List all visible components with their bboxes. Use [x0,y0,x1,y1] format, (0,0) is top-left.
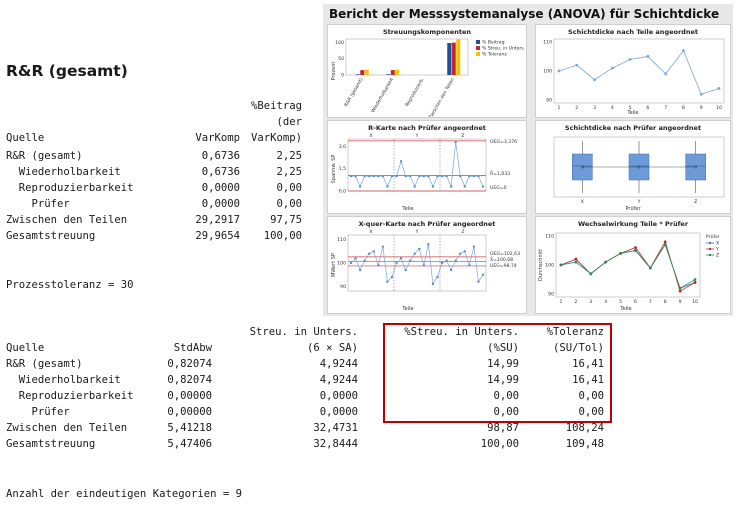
row-toleranz: 16,41 [572,374,604,386]
xbar-point [363,259,365,261]
streu-header-2: (6 × SA) [306,342,358,354]
operator-boxplot [535,120,731,214]
r-chart-point [423,175,425,177]
r-chart-point [377,175,379,177]
row-quelle: Wiederholbarkeit [6,374,121,386]
interaction-point [634,246,637,249]
y-tick-label: 110 [545,234,554,240]
x-tick-label: 8 [681,106,685,111]
xbar-point [350,262,352,264]
row-quelle: Zwischen den Teilen [6,214,128,226]
row-varkomp: 29,9654 [195,230,240,242]
xbar-point [454,259,456,261]
xbar-line [351,244,483,284]
bar [395,70,399,75]
x-tick-label: Z [694,200,698,205]
r-chart-point [418,175,420,177]
row-varkomp: 0,6736 [201,150,240,162]
x-tick-label: Wiederholbarkeit [371,77,396,114]
r-chart-point [459,175,461,177]
interaction-point [664,240,667,243]
interaction-point [649,267,652,270]
r-chart-ueg: UEG=0 [490,186,507,191]
row-pct-streu: 14,99 [487,358,519,370]
interaction-point [560,264,563,267]
row-toleranz: 0,00 [578,390,604,402]
quelle-header-2: Quelle [6,342,45,354]
x-tick-label: 8 [663,300,667,305]
bar [452,43,456,75]
r-chart-point [441,175,443,177]
interaction-point [634,249,637,252]
row-beitrag: 97,75 [270,214,302,226]
row-beitrag: 2,25 [276,166,302,178]
parts-svg [536,25,730,117]
x-tick-label: 6 [646,106,650,111]
y-tick-label: 0,0 [338,189,346,195]
legend-swatch [476,52,480,56]
r-chart-ylabel: Spannw. SP [331,154,337,184]
r-chart-point [373,175,375,177]
xbar-point [464,250,466,252]
row-quelle: Wiederholbarkeit [6,166,121,178]
y-tick-label: 50 [338,57,344,63]
legend-label: % Beitrag [482,40,505,46]
xbar-chart-title: X-quer-Karte nach Prüfer angeordnet [358,220,496,228]
y-tick-label: 3,0 [338,144,346,150]
xbar-chart-svg [328,217,526,313]
y-tick-label: 100 [545,263,554,269]
xbar-chart-ylabel: MWert SP [331,253,337,277]
boxplot-title: Schichtdicke nach Prüfer angeordnet [564,124,702,132]
row-quelle: R&R (gesamt) [6,358,83,370]
x-tick-label: 4 [604,300,608,305]
row-beitrag: 2,25 [276,150,302,162]
xbar-point [404,269,406,271]
interaction-svg [536,217,730,313]
parts-frame [554,39,724,103]
x-tick-label: 3 [589,300,593,305]
r-chart-point [382,175,384,177]
row-pct-streu: 0,00 [493,390,519,402]
data-point [682,49,685,52]
legend-swatch [476,40,480,44]
interaction-point [574,261,577,264]
xbar-chart-oeg: OEG=102,63 [490,252,521,257]
group-label: Y [415,230,419,235]
x-tick-label: X [580,200,584,205]
x-tick-label: 1 [557,106,561,111]
r-chart-point [482,185,484,187]
toleranz-header-2: (SU/Tol) [552,342,604,354]
toleranz-header-1: %Toleranz [546,326,604,338]
xbar-point [473,245,475,247]
row-beitrag: 100,00 [263,230,302,242]
r-chart-point [432,185,434,187]
kategorien-text: Anzahl der eindeutigen Kategorien = 9 [6,488,242,500]
row-quelle: Zwischen den Teilen [6,422,128,434]
xbar-chart-center: X̄=100,68 [490,258,514,263]
x-tick-label: 3 [593,106,597,111]
x-tick-label: 9 [699,106,703,111]
row-stdabw: 0,82074 [167,374,212,386]
xbar-point [468,264,470,266]
row-streu: 4,9244 [319,358,358,370]
x-tick-label: 1 [559,300,563,305]
parts-xlabel: Teile [627,110,639,116]
r-chart-title: R-Karte nach Prüfer angeordnet [368,124,486,132]
components-title: Streuungskomponenten [382,28,472,36]
quelle-header: Quelle [6,132,45,144]
components-chart [327,24,527,118]
x-tick-label: 7 [664,106,668,111]
xbar-point [482,273,484,275]
x-tick-label: 2 [574,300,578,305]
row-stdabw: 5,47406 [167,438,212,450]
row-streu: 4,9244 [319,374,358,386]
row-varkomp: 0,0000 [201,198,240,210]
row-beitrag: 0,00 [276,198,302,210]
r-chart-point [436,175,438,177]
r-chart-point [409,175,411,177]
x-tick-label: 10 [716,106,722,111]
x-tick-label: 5 [628,106,632,111]
x-tick-label: 4 [610,106,614,111]
legend-label: Z [716,253,720,259]
interaction-point [574,258,577,261]
r-chart-point [386,185,388,187]
r-chart-point [477,175,479,177]
data-point [558,70,561,73]
row-varkomp: 0,6736 [201,166,240,178]
r-chart-point [400,160,402,162]
row-quelle: R&R (gesamt) [6,150,83,162]
r-chart-point [450,185,452,187]
xbar-point [395,262,397,264]
bar [391,70,395,75]
r-chart-point [359,185,361,187]
r-chart-point [473,175,475,177]
row-streu: 32,4731 [313,422,358,434]
y-tick-label: 0 [341,73,344,79]
xbar-point [423,264,425,266]
row-stdabw: 0,00000 [167,390,212,402]
row-pct-streu: 98,87 [487,422,519,434]
prozesstoleranz-text: Prozesstoleranz = 30 [6,279,134,291]
xbar-point [359,269,361,271]
row-stdabw: 0,82074 [167,358,212,370]
row-quelle: Gesamtstreuung [6,438,96,450]
y-tick-label: 100 [543,69,552,75]
legend-marker [709,254,711,256]
group-label: X [369,230,373,235]
row-stdabw: 5,41218 [167,422,212,434]
x-tick-label: 9 [678,300,682,305]
xbar-point [373,250,375,252]
xbar-point [377,264,379,266]
row-streu: 0,0000 [319,406,358,418]
row-quelle: Prüfer [6,406,70,418]
interaction-point [664,243,667,246]
xbar-chart-ueg: UEG=98,74 [490,264,517,269]
data-point [718,87,721,90]
r-chart-svg [328,121,526,213]
components-ylabel: Prozent [331,61,337,81]
group-label: Z [461,230,465,235]
xbar-point [354,257,356,259]
legend-label: % Streu. in Unters. [482,46,526,52]
beitrag-header-3: VarKomp) [250,132,302,144]
xbar-point [368,252,370,254]
interaction-point [679,287,682,290]
data-point [700,93,703,96]
beitrag-header-2: (der [276,116,302,128]
r-chart-frame [348,139,486,191]
data-point [646,55,649,58]
x-tick-label: Reproduzierb. [405,77,426,108]
x-tick-label: 6 [633,300,637,305]
pct-streu-header-2: (%SU) [487,342,519,354]
beitrag-header-1: %Beitrag [250,100,302,112]
bar [447,43,451,75]
pct-streu-header-1: %Streu. in Unters. [404,326,519,338]
legend-swatch [476,46,480,50]
xbar-point [441,262,443,264]
row-quelle: Reproduzierbarkeit [6,182,134,194]
group-label: X [369,134,373,139]
boxplot-xlabel: Prüfer [625,206,641,212]
parts-line [559,51,719,95]
y-tick-label: 110 [337,238,346,244]
y-tick-label: 110 [543,40,552,46]
r-chart-point [363,175,365,177]
r-chart-point [464,185,466,187]
row-stdabw: 0,00000 [167,406,212,418]
x-tick-label: 10 [692,300,698,305]
y-tick-label: 90 [546,98,552,104]
x-tick-label: Y [637,200,641,205]
xbar-point [409,259,411,261]
r-chart-point [391,175,393,177]
parts-chart [535,24,731,118]
row-toleranz: 0,00 [578,406,604,418]
r-chart-point [395,175,397,177]
xbar-point [445,259,447,261]
r-chart-center: R̄=1,033 [490,172,511,177]
x-tick-label: 5 [619,300,623,305]
row-quelle: Prüfer [6,198,70,210]
y-tick-label: 100 [337,261,346,267]
row-beitrag: 0,00 [276,182,302,194]
xbar-point [477,280,479,282]
data-point [593,78,596,81]
highlight-box [383,323,612,423]
operator-boxplot-svg [536,121,730,213]
row-quelle: Reproduzierbarkeit [6,390,134,402]
interaction-frame [556,233,700,297]
xbar-point [414,252,416,254]
r-chart-point [414,185,416,187]
report-panel [323,4,733,316]
xbar-point [382,245,384,247]
interaction-point [589,272,592,275]
r-chart [327,120,527,214]
legend-label: % Toleranz [482,52,507,58]
parts-title: Schichtdicke nach Teile angeordnet [568,28,698,36]
y-tick-label: 90 [340,284,346,290]
row-toleranz: 109,48 [565,438,604,450]
xbar-point [418,248,420,250]
legend-marker [709,242,711,244]
components-svg [328,25,526,117]
row-pct-streu: 14,99 [487,374,519,386]
row-pct-streu: 0,00 [493,406,519,418]
data-point [611,67,614,70]
r-chart-point [404,175,406,177]
legend-marker [709,248,711,250]
r-chart-point [354,175,356,177]
x-tick-label: 2 [575,106,579,111]
xbar-point [427,243,429,245]
interaction-ylabel: Durchschnitt [538,249,544,281]
interaction-point [604,261,607,264]
row-toleranz: 108,24 [565,422,604,434]
y-tick-label: 90 [548,292,554,298]
report-title: Bericht der Messsystemanalyse (ANOVA) für Schichtdicke [329,7,720,21]
bar [456,40,460,75]
y-tick-label: 1,5 [338,167,346,173]
r-chart-point [368,175,370,177]
interaction-point [694,278,697,281]
x-tick-label: Zwischen den Teilen [428,77,457,117]
interaction-legend-title: Prüfer [706,235,720,240]
xbar-point [386,280,388,282]
stdabw-header: StdAbw [173,342,212,354]
interaction-line [561,245,695,289]
xbar-point [450,269,452,271]
rr-heading: R&R (gesamt) [6,62,128,80]
row-pct-streu: 100,00 [480,438,519,450]
interaction-point [619,252,622,255]
streu-header-1: Streu. in Unters. [249,326,358,338]
data-point [664,73,667,76]
bar [356,74,360,75]
y-tick-label: 100 [335,40,344,46]
x-tick-label: 7 [648,300,652,305]
r-chart-point [427,175,429,177]
r-chart-point [350,175,352,177]
bar [360,70,364,75]
group-label: Y [415,134,419,139]
xbar-point [436,276,438,278]
row-toleranz: 16,41 [572,358,604,370]
row-streu: 0,0000 [319,390,358,402]
r-chart-point [445,175,447,177]
row-quelle: Gesamtstreuung [6,230,96,242]
row-varkomp: 29,2917 [195,214,240,226]
interaction-chart [535,216,731,314]
xbar-point [432,283,434,285]
interaction-title: Wechselwirkung Teile * Prüfer [577,220,689,228]
bar [365,70,369,75]
r-chart-oeg: OEG=3,376 [490,140,518,145]
varkomp-header: VarKomp [195,132,240,144]
xbar-chart-frame [348,235,486,291]
xbar-point [400,257,402,259]
legend-label: Y [716,247,719,253]
interaction-point [694,281,697,284]
data-point [629,58,632,61]
bar [386,74,390,75]
xbar-chart [327,216,527,314]
xbar-point [459,252,461,254]
r-chart-point [454,141,456,143]
x-tick-label: R&R (gesamt) [344,77,365,108]
r-chart-line [351,142,483,187]
xbar-point [391,276,393,278]
row-streu: 32,8444 [313,438,358,450]
xbar-chart-xlabel: Teile [402,306,414,312]
group-label: Z [461,134,465,139]
row-varkomp: 0,0000 [201,182,240,194]
interaction-point [679,290,682,293]
interaction-xlabel: Teile [620,306,632,312]
data-point [575,64,578,67]
r-chart-point [468,175,470,177]
r-chart-xlabel: Teile [402,206,414,212]
legend-label: X [716,241,720,247]
